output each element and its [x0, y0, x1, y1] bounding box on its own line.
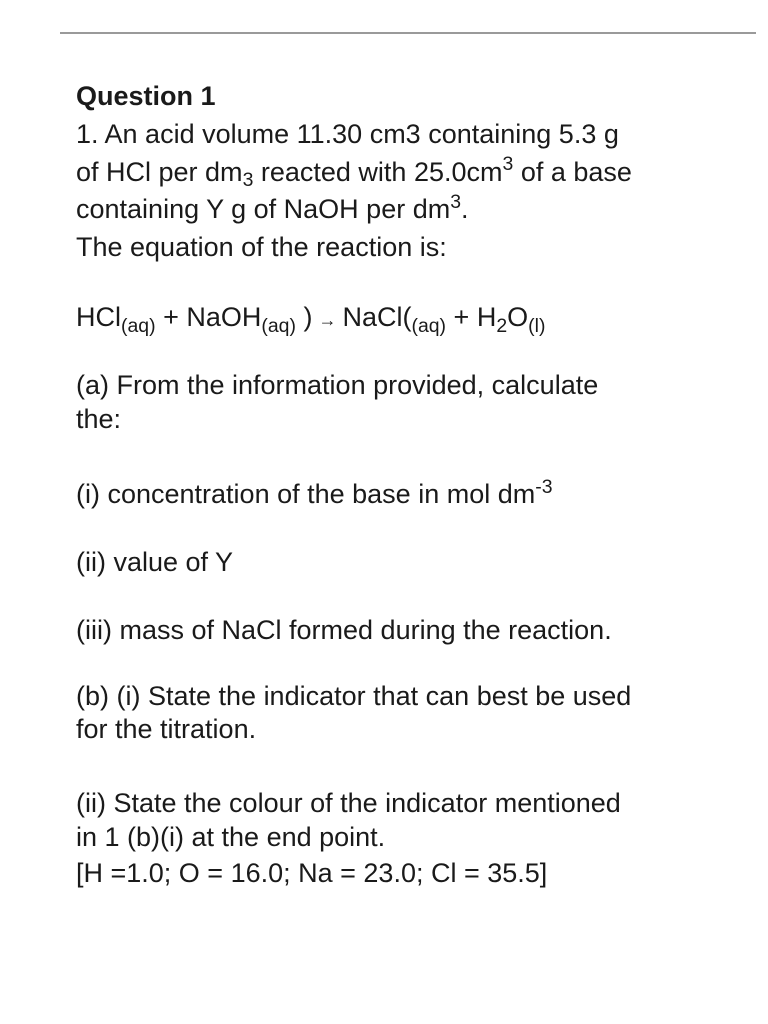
- intro-line-3: containing Y g of NaOH per $dm^3$.: [76, 190, 469, 225]
- question-heading: Question 1: [76, 81, 216, 111]
- part-b-i-line-1: (b) (i) State the indicator that can best be used: [76, 680, 632, 711]
- part-b-i: [76, 680, 736, 748]
- part-b-ii-line-1: (ii) State the colour of the indicator mentioned: [76, 788, 621, 819]
- top-divider: [60, 32, 756, 34]
- question-content: [76, 78, 736, 892]
- question-intro: [76, 116, 736, 267]
- part-b-ii-line-2: in 1 (b)(i) at the end point.: [76, 821, 386, 852]
- part-a: [76, 369, 736, 437]
- part-b-ii: [76, 787, 736, 892]
- part-a-iii: (iii) mass of NaCl formed during the reaction.: [76, 614, 612, 645]
- reaction-arrow: →: [318, 309, 337, 330]
- part-a-i: (i) concentration of the base in mol $dm^{-3}$: [76, 475, 553, 510]
- reaction-equation: HCl$_{(aq)}$ + NaOH$_{(aq)}$ ) → $NaCl(_{(aq)} + H_2O_{(l)}$: [76, 301, 546, 337]
- part-a-line-1: (a) From the information provided, calculate: [76, 369, 599, 400]
- intro-line-2: of HCl per $dm_3$ reacted with $25.0cm^3$ of a base: [76, 152, 632, 192]
- intro-line-1: 1. An acid volume 11.30 cm3 containing 5.3 g: [76, 118, 619, 149]
- intro-line-4: The equation of the reaction is:: [76, 232, 447, 263]
- atomic-masses: [H =1.0; O = 16.0; Na = 23.0; Cl = 35.5]: [76, 857, 548, 888]
- part-a-ii: (ii) value of Y: [76, 547, 234, 578]
- part-a-line-2: the:: [76, 403, 122, 434]
- part-b-i-line-2: for the titration.: [76, 714, 257, 745]
